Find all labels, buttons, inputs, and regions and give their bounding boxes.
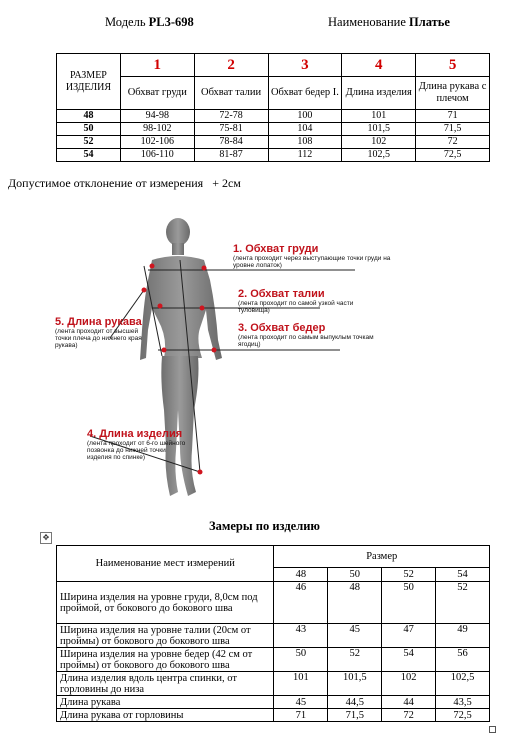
size-col: 54	[436, 568, 490, 582]
size-cell: 52	[57, 136, 121, 149]
row-value: 46	[274, 582, 328, 624]
row-value: 52	[328, 648, 382, 672]
model-value: PL3-698	[148, 15, 194, 29]
label-hips	[238, 322, 383, 348]
table-row	[57, 696, 490, 709]
col-number: 2	[194, 54, 268, 77]
value-cell: 72,5	[416, 149, 490, 162]
col-number: 1	[120, 54, 194, 77]
label-length-note: (лента проходит от 6-го шейного позвонка до нижней точки изделия по спинке)	[87, 440, 186, 461]
name-label: Наименование	[328, 15, 406, 29]
value-cell: 104	[268, 123, 342, 136]
row-value: 72	[382, 709, 436, 722]
table-row	[57, 136, 490, 149]
col-number: 3	[268, 54, 342, 77]
value-cell: 94-98	[120, 110, 194, 123]
name-value: Платье	[409, 15, 450, 29]
table-row	[57, 110, 490, 123]
col-name: Обхват талии	[194, 77, 268, 110]
row-value: 49	[436, 624, 490, 648]
row-value: 48	[328, 582, 382, 624]
label-hips-note: (лента проходит по самым выпуклым точкам ягодиц)	[238, 334, 374, 348]
table-row	[57, 648, 490, 672]
row-value: 43	[274, 624, 328, 648]
row-value: 101,5	[328, 672, 382, 696]
row-value: 101	[274, 672, 328, 696]
value-cell: 72	[416, 136, 490, 149]
value-cell: 72-78	[194, 110, 268, 123]
tolerance-note	[8, 176, 241, 191]
table-row	[57, 709, 490, 722]
item-table	[56, 545, 490, 722]
value-cell: 75-81	[194, 123, 268, 136]
move-icon[interactable]: ✥	[40, 532, 52, 544]
row-name: Длина рукава	[57, 696, 274, 709]
label-bust-title: 1. Обхват груди	[233, 243, 319, 255]
row-value: 71,5	[328, 709, 382, 722]
row-value: 54	[382, 648, 436, 672]
col-name: Длина рукава с плечом	[416, 77, 490, 110]
label-sleeve	[55, 316, 143, 349]
row-value: 102,5	[436, 672, 490, 696]
row-value: 43,5	[436, 696, 490, 709]
row-value: 72,5	[436, 709, 490, 722]
item-table-title: Замеры по изделию	[209, 519, 320, 533]
value-cell: 102-106	[120, 136, 194, 149]
model-label: Модель	[105, 15, 146, 29]
row-value: 102	[382, 672, 436, 696]
row-name: Длина рукава от горловины	[57, 709, 274, 722]
size-col: 50	[328, 568, 382, 582]
name-line	[328, 15, 450, 30]
value-cell: 112	[268, 149, 342, 162]
tolerance-text: Допустимое отклонение от измерения	[8, 176, 204, 190]
label-waist	[238, 288, 363, 314]
name-header	[57, 546, 274, 582]
value-cell: 106-110	[120, 149, 194, 162]
col-number: 5	[416, 54, 490, 77]
value-cell: 98-102	[120, 123, 194, 136]
label-waist-note: (лента проходит по самой узкой части туловища)	[238, 300, 354, 314]
row-value: 47	[382, 624, 436, 648]
label-sleeve-title: 5. Длина рукава	[55, 316, 142, 328]
table-resize-handle[interactable]	[489, 726, 496, 733]
col-name: Обхват бедер I.	[268, 77, 342, 110]
value-cell: 71,5	[416, 123, 490, 136]
value-cell: 78-84	[194, 136, 268, 149]
size-cell: 48	[57, 110, 121, 123]
table-row	[57, 123, 490, 136]
value-cell: 101	[342, 110, 416, 123]
row-value: 50	[382, 582, 436, 624]
row-value: 44,5	[328, 696, 382, 709]
label-length-title: 4. Длина изделия	[87, 428, 183, 440]
size-header: Размер	[274, 546, 490, 568]
value-cell: 102,5	[342, 149, 416, 162]
row-value: 50	[274, 648, 328, 672]
table-row	[57, 582, 490, 624]
name-header-text: Наименование мест измерений	[95, 558, 235, 569]
label-hips-title: 3. Обхват бедер	[238, 322, 326, 334]
row-value: 44	[382, 696, 436, 709]
row-name: Ширина изделия на уровне груди, 8,0см под проймой, от бокового до бокового шва	[57, 582, 274, 624]
size-cell: 54	[57, 149, 121, 162]
row-name: Длина изделия вдоль центра спинки, от горловины до низа	[57, 672, 274, 696]
value-cell: 108	[268, 136, 342, 149]
row-value: 45	[328, 624, 382, 648]
table-row	[57, 672, 490, 696]
value-cell: 100	[268, 110, 342, 123]
size-header-cell	[57, 54, 121, 110]
size-header: РАЗМЕР ИЗДЕЛИЯ	[65, 69, 111, 93]
row-name: Ширина изделия на уровне бедер (42 см от проймы) от бокового до бокового шва	[57, 648, 274, 672]
value-cell: 71	[416, 110, 490, 123]
row-value: 71	[274, 709, 328, 722]
label-length	[87, 428, 187, 461]
col-name: Обхват груди	[120, 77, 194, 110]
col-name: Длина изделия	[342, 77, 416, 110]
size-cell: 50	[57, 123, 121, 136]
table-row	[57, 624, 490, 648]
label-waist-title: 2. Обхват талии	[238, 288, 325, 300]
value-cell: 102	[342, 136, 416, 149]
model-line	[105, 15, 194, 30]
label-bust-note: (лента проходит через выступающие точки груди на уровне лопаток)	[233, 255, 391, 269]
col-number: 4	[342, 54, 416, 77]
table-row	[57, 149, 490, 162]
row-value: 45	[274, 696, 328, 709]
size-col: 52	[382, 568, 436, 582]
label-bust	[233, 243, 393, 269]
value-cell: 101,5	[342, 123, 416, 136]
label-sleeve-note: (лента проходит от высшей точки плеча до нижнего края рукава)	[55, 328, 142, 349]
row-value: 56	[436, 648, 490, 672]
size-col: 48	[274, 568, 328, 582]
tolerance-value: + 2см	[212, 176, 241, 190]
value-cell: 81-87	[194, 149, 268, 162]
measurement-figure	[40, 210, 420, 515]
size-table	[56, 53, 490, 162]
row-name: Ширина изделия на уровне талии (20см от проймы) от бокового до бокового шва	[57, 624, 274, 648]
row-value: 52	[436, 582, 490, 624]
